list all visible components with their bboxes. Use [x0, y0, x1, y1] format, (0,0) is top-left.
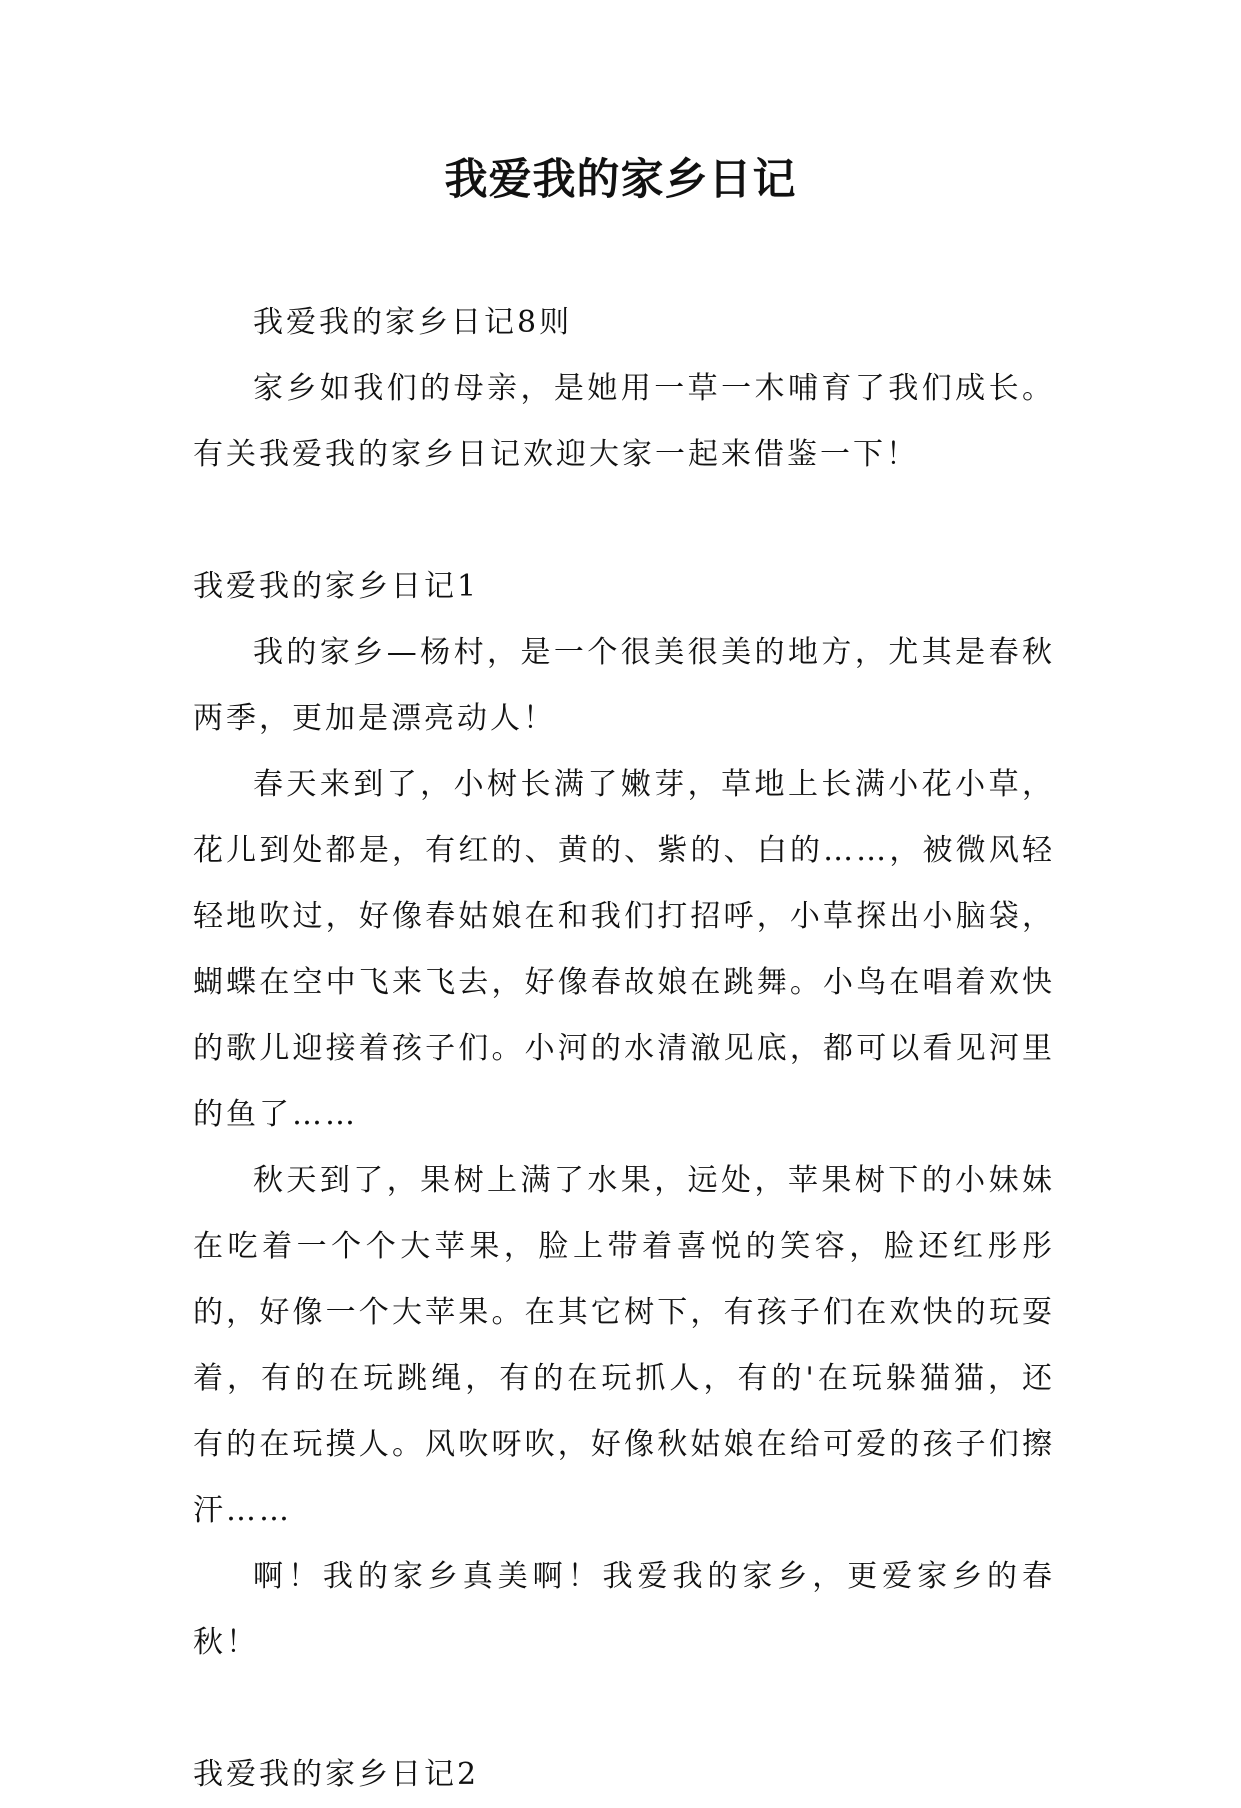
section-1-paragraph-1: 我的家乡—杨村，是一个很美很美的地方，尤其是春秋两季，更加是漂亮动人！ [193, 635, 1055, 736]
section-1-paragraph-2: 春天来到了，小树长满了嫩芽，草地上长满小花小草，花儿到处都是，有红的、黄的、紫的、白的……，被微风轻轻地吹过，好像春姑娘在和我们打招呼，小草探出小脑袋，蝴蝶在空中飞来飞去，好像春故娘在跳舞。小鸟在唱着欢快的歌儿迎接着孩子们。小河的水清澈见底，都可以看见河里的鱼了…… [193, 767, 1055, 1132]
section-heading-2: 我爱我的家乡日记2 [193, 1757, 480, 1792]
section-spacer [193, 488, 1055, 554]
document-title: 我爱我的家乡日记 [444, 155, 797, 205]
document-body [193, 290, 1055, 1808]
section-heading-1: 我爱我的家乡日记1 [193, 569, 480, 604]
section-1-paragraph-3: 秋天到了，果树上满了水果，远处，苹果树下的小妹妹在吃着一个个大苹果，脸上带着喜悦的笑容，脸还红彤彤的，好像一个大苹果。在其它树下，有孩子们在欢快的玩耍着，有的在玩跳绳，有的在玩抓人，有的'在玩躲猫猫，还有的在玩摸人。风吹呀吹，好像秋姑娘在给可爱的孩子们擦汗…… [193, 1163, 1055, 1528]
section-spacer [193, 1676, 1055, 1742]
intro-heading: 我爱我的家乡日记8则 [253, 305, 573, 340]
section-1-paragraph-4: 啊！我的家乡真美啊！我爱我的家乡，更爱家乡的春秋！ [193, 1559, 1055, 1660]
intro-paragraph: 家乡如我们的母亲，是她用一草一木哺育了我们成长。有关我爱我的家乡日记欢迎大家一起来借鉴一下！ [193, 371, 1055, 472]
